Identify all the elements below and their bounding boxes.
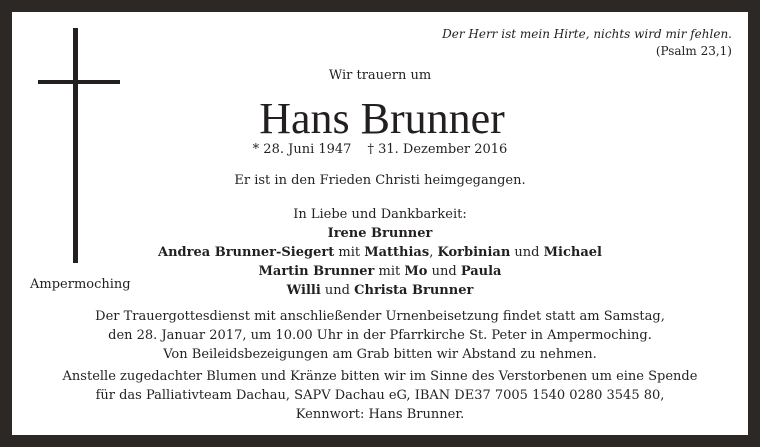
birth-date: * 28. Juni 1947 bbox=[252, 142, 352, 157]
bible-reference: (Psalm 23,1) bbox=[655, 44, 732, 58]
deceased-name: Hans Brunner bbox=[259, 94, 505, 143]
family-member: Christa Brunner bbox=[354, 283, 474, 298]
connector: mit bbox=[374, 264, 405, 279]
family-member: Andrea Brunner-Siegert bbox=[158, 245, 335, 260]
service-line: den 28. Januar 2017, um 10.00 Uhr in der Pfarrkirche St. Peter in Ampermoching. bbox=[108, 328, 652, 343]
family-member: Martin Brunner bbox=[258, 264, 375, 279]
connector: , bbox=[429, 245, 438, 260]
place-name: Ampermoching bbox=[30, 277, 131, 292]
intro-text: Wir trauern um bbox=[328, 68, 432, 83]
family-heading: In Liebe und Dankbarkeit: bbox=[293, 207, 467, 222]
donation-info bbox=[0, 367, 760, 424]
service-info bbox=[0, 307, 760, 364]
family-line: Irene Brunner bbox=[327, 226, 433, 241]
life-dates bbox=[0, 142, 760, 157]
family-member: Matthias bbox=[364, 245, 430, 260]
service-line: Von Beileidsbezeigungen am Grab bitten wir Abstand zu nehmen. bbox=[163, 347, 597, 362]
connector: und bbox=[320, 283, 355, 298]
family-line bbox=[0, 243, 760, 262]
connector: und bbox=[427, 264, 461, 279]
service-line: Der Trauergottesdienst mit anschließender Urnenbeisetzung findet statt am Samstag, bbox=[95, 309, 665, 324]
donation-line: Anstelle zugedachter Blumen und Kränze bitten wir im Sinne des Verstorbenen um eine Spende bbox=[62, 369, 698, 384]
donation-line: Kennwort: Hans Brunner. bbox=[295, 407, 465, 422]
family-member: Willi bbox=[286, 283, 321, 298]
connector: und bbox=[510, 245, 544, 260]
family-member: Mo bbox=[404, 264, 428, 279]
death-date: † 31. Dezember 2016 bbox=[367, 142, 508, 157]
donation-line: für das Palliativteam Dachau, SAPV Dachau eG, IBAN DE37 7005 1540 0280 3545 80, bbox=[95, 388, 665, 403]
connector: mit bbox=[334, 245, 365, 260]
family-member: Korbinian bbox=[437, 245, 511, 260]
family-member: Michael bbox=[543, 245, 602, 260]
family-member: Paula bbox=[460, 264, 502, 279]
bible-quote: Der Herr ist mein Hirte, nichts wird mir fehlen. bbox=[442, 27, 732, 41]
peace-text: Er ist in den Frieden Christi heimgegangen. bbox=[234, 173, 526, 188]
